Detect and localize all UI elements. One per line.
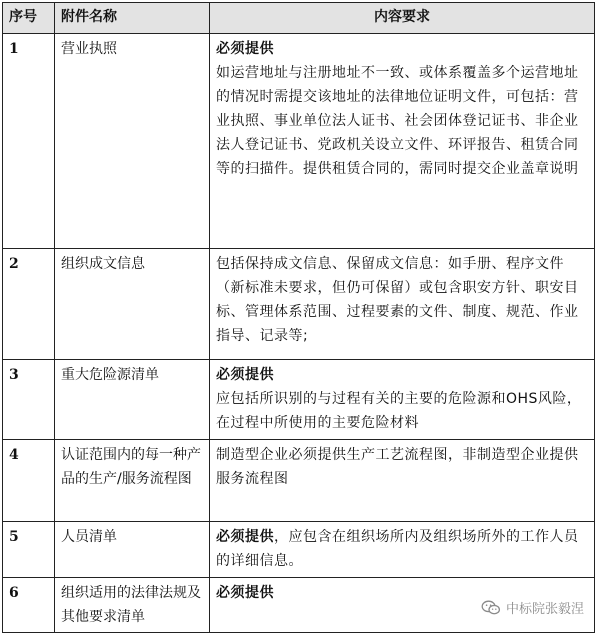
required-label: 必须提供 — [216, 367, 274, 383]
attachment-name: 人员清单 — [55, 522, 210, 578]
requirement-text: 应包括所识别的与过程有关的主要的危险源和OHS风险，在过程中所使用的主要危险材料 — [216, 391, 582, 431]
requirement-cell — [210, 522, 595, 578]
wechat-icon — [481, 600, 501, 616]
requirement-cell — [210, 249, 595, 360]
row-number: 3 — [3, 360, 55, 440]
table-row — [3, 440, 595, 522]
header-no: 序号 — [3, 3, 55, 34]
requirement-cell — [210, 360, 595, 440]
header-name: 附件名称 — [55, 3, 210, 34]
row-number: 4 — [3, 440, 55, 522]
required-label: 必须提供 — [216, 529, 274, 545]
watermark — [481, 598, 584, 617]
row-number: 5 — [3, 522, 55, 578]
attachment-name: 营业执照 — [55, 34, 210, 249]
table-header-row — [3, 3, 595, 34]
requirement-cell — [210, 440, 595, 522]
required-label: 必须提供 — [216, 41, 274, 57]
requirement-text: ，应包含在组织场所内及组织场所外的工作人员的详细信息。 — [216, 529, 579, 569]
table-row — [3, 249, 595, 360]
requirement-text: 如运营地址与注册地址不一致、或体系覆盖多个运营地址的情况时需提交该地址的法律地位证明文件，可包括：营业执照、事业单位法人证书、社会团体登记证书、非企业法人登记证书、党政机关设立文件、环评报告、租赁合同等的扫描件。提供租赁合同的，需同时提交企业盖章说明 — [216, 65, 579, 177]
table-row — [3, 522, 595, 578]
attachment-name: 组织适用的法律法规及其他要求清单 — [55, 578, 210, 633]
row-number: 6 — [3, 578, 55, 633]
attachment-name: 重大危险源清单 — [55, 360, 210, 440]
header-requirements: 内容要求 — [210, 3, 595, 34]
requirement-text: 制造型企业必须提供生产工艺流程图，非制造型企业提供服务流程图 — [216, 447, 579, 487]
attachment-name: 认证范围内的每一种产品的生产/服务流程图 — [55, 440, 210, 522]
watermark-text: 中标院张毅涅 — [505, 602, 584, 617]
requirement-text: 包括保持成文信息、保留成文信息：如手册、程序文件（新标准未要求，但仍可保留）或包含职安方针、职安目标、管理体系范围、过程要素的文件、制度、规范、作业指导、记录等; — [216, 256, 579, 344]
table-row — [3, 34, 595, 249]
table-row — [3, 360, 595, 440]
row-number: 2 — [3, 249, 55, 360]
required-label: 必须提供 — [216, 585, 274, 601]
requirements-table — [2, 2, 595, 633]
requirement-cell — [210, 34, 595, 249]
row-number: 1 — [3, 34, 55, 249]
attachment-name: 组织成文信息 — [55, 249, 210, 360]
